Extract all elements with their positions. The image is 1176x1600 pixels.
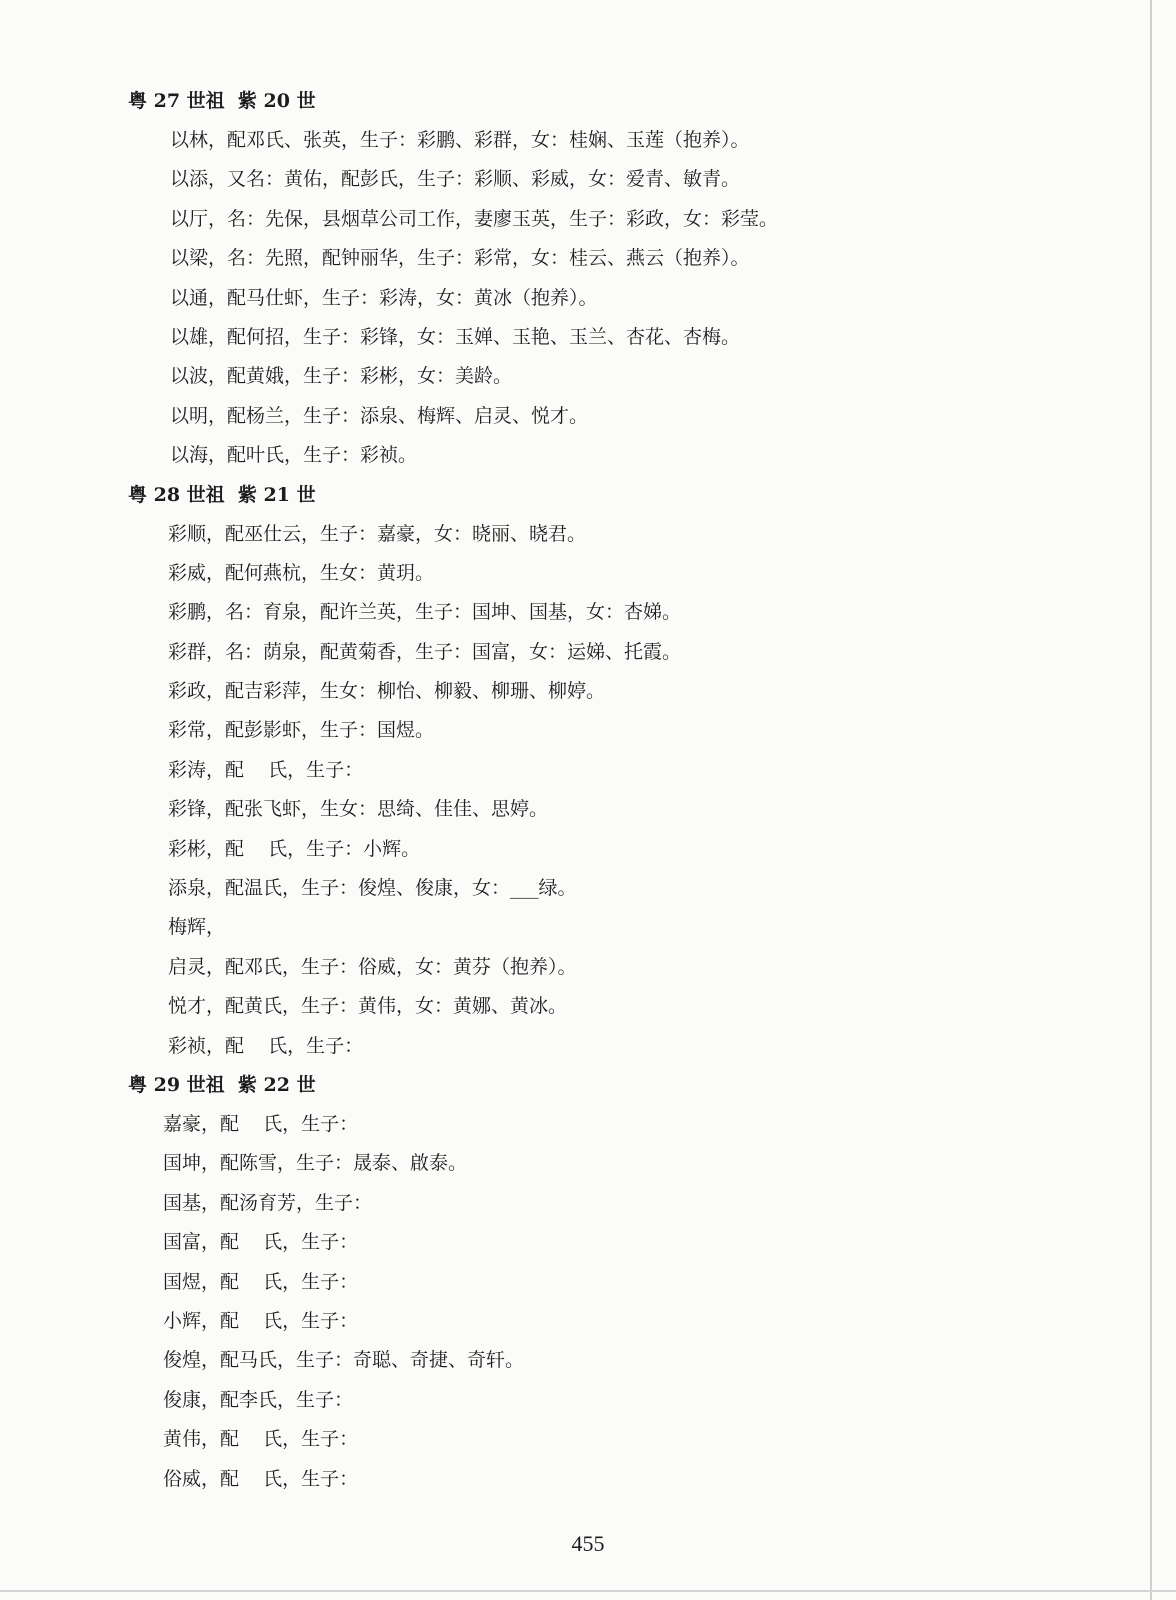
genealogy-entry: 以添，又名：黄佑，配彭氏，生子：彩顺、彩威，女：爱青、敏青。 (170, 168, 741, 191)
genealogy-entry: 小辉，配 氏，生子： (163, 1309, 359, 1332)
genealogy-entry: 以波，配黄娥，生子：彩彬，女：美龄。 (170, 365, 513, 388)
genealogy-entry: 俗威，配 氏，生子： (163, 1467, 359, 1490)
generation-section (0, 82, 1176, 476)
generation-heading: 粤 29 世祖 紫 22 世 (128, 1073, 316, 1096)
genealogy-entry: 以林，配邓氏、张英，生子：彩鹏、彩群，女：桂娴、玉莲（抱养）。 (170, 129, 750, 151)
genealogy-entry: 添泉，配温氏，生子：俊煌、俊康，女：___绿。 (168, 877, 577, 900)
generation-section (0, 1066, 1176, 1499)
genealogy-entry: 国煜，配 氏，生子： (163, 1270, 359, 1293)
page-edge (0, 1590, 1176, 1592)
page-number: 455 (571, 1531, 605, 1556)
genealogy-entry: 彩彬，配 氏，生子：小辉。 (168, 837, 421, 860)
genealogy-entry: 国基，配汤育芳，生子： (163, 1191, 373, 1214)
genealogy-entry: 以海，配叶氏，生子：彩祯。 (170, 444, 418, 467)
generation-heading: 粤 28 世祖 紫 21 世 (128, 483, 316, 506)
genealogy-entry: 彩威，配何燕杭，生女：黄玥。 (168, 561, 435, 584)
genealogy-entry: 俊煌，配马氏，生子：奇聪、奇捷、奇轩。 (163, 1349, 525, 1372)
generation-heading: 粤 27 世祖 紫 20 世 (128, 90, 316, 112)
genealogy-entry: 以雄，配何招，生子：彩锋，女：玉婵、玉艳、玉兰、杏花、杏梅。 (170, 325, 741, 348)
genealogy-entry: 彩锋，配张飞虾，生女：思绮、佳佳、思婷。 (168, 798, 549, 821)
genealogy-entry: 彩鹏，名：育泉，配许兰英，生子：国坤、国基，女：杏娣。 (168, 601, 682, 624)
genealogy-entry: 以梁，名：先照，配钟丽华，生子：彩常，女：桂云、燕云（抱养）。 (170, 247, 750, 270)
genealogy-entry: 嘉豪，配 氏，生子： (163, 1112, 359, 1135)
genealogy-entry: 彩涛，配 氏，生子： (168, 758, 364, 781)
genealogy-entry: 黄伟，配 氏，生子： (163, 1428, 359, 1451)
genealogy-entry: 彩祯，配 氏，生子： (168, 1034, 364, 1057)
generation-section (0, 476, 1176, 1066)
genealogy-entry: 梅辉， (168, 916, 226, 939)
genealogy-entry: 彩群，名：荫泉，配黄菊香，生子：国富，女：运娣、托霞。 (168, 640, 682, 663)
genealogy-entry: 俊康，配李氏，生子： (163, 1388, 354, 1411)
genealogy-entry: 彩政，配吉彩萍，生女：柳怡、柳毅、柳珊、柳婷。 (168, 680, 606, 703)
genealogy-entry: 彩顺，配巫仕云，生子：嘉豪，女：晓丽、晓君。 (168, 522, 587, 545)
genealogy-entry: 启灵，配邓氏，生子：俗威，女：黄芬（抱养）。 (168, 955, 577, 978)
genealogy-entry: 以通，配马仕虾，生子：彩涛，女：黄冰（抱养）。 (170, 286, 598, 309)
genealogy-entry: 彩常，配彭影虾，生子：国煜。 (168, 719, 435, 742)
genealogy-entry: 悦才，配黄氏，生子：黄伟，女：黄娜、黄冰。 (168, 995, 568, 1018)
genealogy-entry: 以明，配杨兰，生子：添泉、梅辉、启灵、悦才。 (170, 404, 589, 427)
genealogy-entry: 国坤，配陈雪，生子：晟泰、啟泰。 (163, 1152, 468, 1175)
genealogy-entry: 以厅，名：先保，县烟草公司工作，妻廖玉英，生子：彩政，女：彩莹。 (170, 207, 779, 230)
genealogy-entry: 国富，配 氏，生子： (163, 1231, 359, 1254)
